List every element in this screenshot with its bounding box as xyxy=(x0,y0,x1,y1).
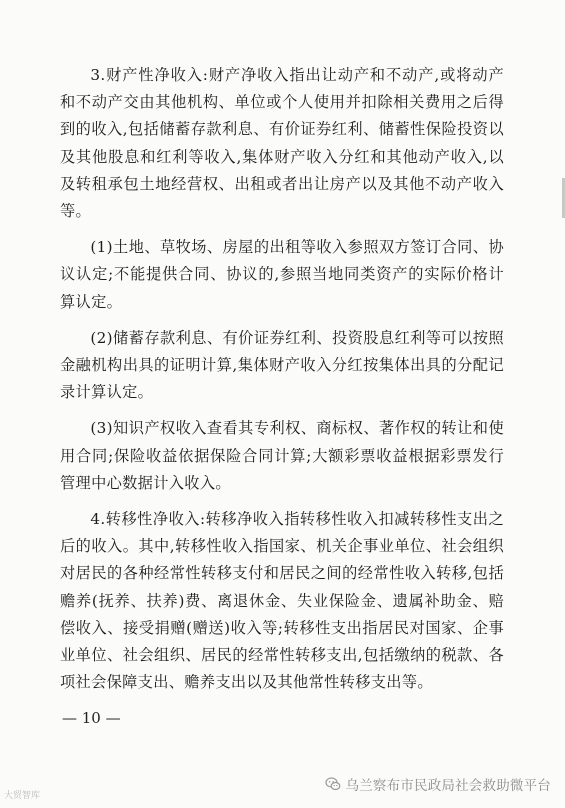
watermark-right xyxy=(325,774,552,794)
paragraph-property-income: 3.财产性净收入:财产净收入指出让动产和不动产,或将动产和不动产交由其他机构、单位或个人使用并扣除相关费用之后得到的收入,包括储蓄存款利息、有价证券红利、储蓄性保险投资以及其他股息和红利等收入,集体财产收入分红和其他动产收入,以及转租承包土地经营权、出租或者出让房产以及其他不动产收入等。 xyxy=(60,66,504,221)
wechat-icon xyxy=(325,776,341,792)
page-number: — 10 — xyxy=(62,709,121,727)
watermark-left-text: 大贸智库 xyxy=(4,791,41,801)
paragraph-intellectual-property: (3)知识产权收入查看其专利权、商标权、著作权的转让和使用合同;保险收益依据保险合同计算;大额彩票收益根据彩票发行管理中心数据计入收入。 xyxy=(60,419,504,492)
watermark-right-text: 乌兰察布市民政局社会救助微平台 xyxy=(345,778,551,794)
watermark-left xyxy=(4,788,40,801)
paragraph-savings-interest: (2)储蓄存款利息、有价证券红利、投资股息红利等可以按照金融机构出具的证明计算,集体财产收入分红按集体出具的分配记录计算认定。 xyxy=(60,328,504,402)
document-body xyxy=(60,62,504,705)
paragraph-land-rental: (1)土地、草牧场、房屋的出租等收入参照双方签订合同、协议认定;不能提供合同、协议的,参照当地同类资产的实际价格计算认定。 xyxy=(60,238,504,311)
paragraph-transfer-income: 4.转移性净收入:转移净收入指转移性收入扣减转移性支出之后的收入。其中,转移性收入指国家、机关企事业单位、社会组织对居民的各种经常性转移支付和居民之间的经常性收入转移,包括赡养(抚养、扶养)费、离退休金、失业保险金、遗属补助金、赔偿收入、接受捐赠(赠送)收入等;转移性支出指居民对国家、企事业单位、社会组织、居民的经常性转移支出,包括缴纳的税款、各项社会保障支出、赡养支出以及其他常性转移支出等。 xyxy=(60,510,504,692)
